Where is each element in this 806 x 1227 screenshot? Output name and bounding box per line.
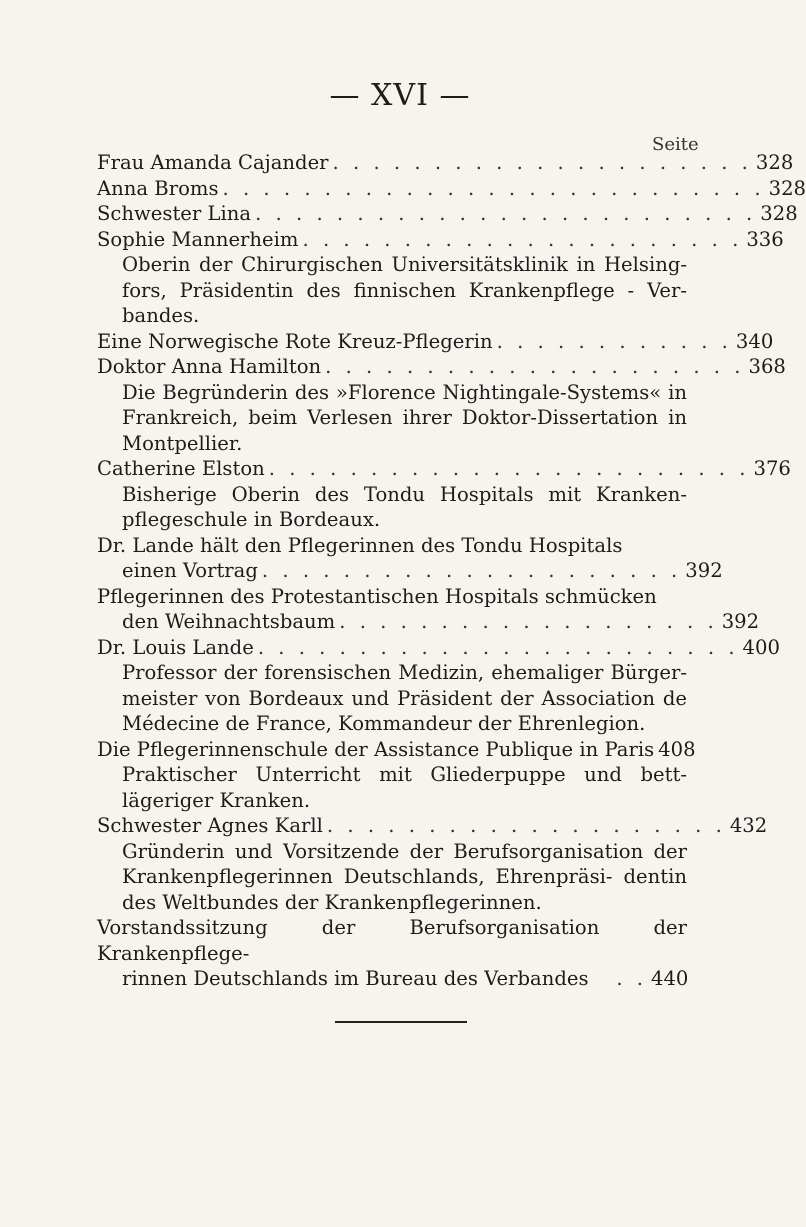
toc-entry [97, 915, 687, 992]
toc-entry-title: Sophie Mannerheim [97, 227, 299, 251]
toc-page-number: 328 [768, 176, 806, 200]
toc-entry-title: Schwester Agnes Karll [97, 814, 323, 837]
toc-page-number: 368 [748, 355, 786, 378]
leader-dots: . . . . . . . . . . . . . . . . . . . . . [261, 559, 682, 582]
leader-dots: . . . . . . . . . . . . . . . . . . . . . . . . [257, 635, 739, 659]
toc-entry-title-line2: rinnen Deutschlands im Bureau des Verbandes [122, 967, 589, 990]
leader-dots: . . . . . . . . . . . . . . . . . . . . . [325, 355, 745, 378]
leader-dots: . . . . . . . . . . . . . . . . . . . . . . . . [268, 457, 750, 480]
toc-entry [97, 456, 791, 482]
toc-entry-title: Schwester Lina [97, 202, 252, 225]
toc-entry-title: Dr. Louis Lande [97, 635, 254, 659]
toc-entry-title: Eine Norwegische Rote Kreuz-Pflegerin [97, 329, 493, 353]
toc-entry-title: Anna Broms [97, 176, 219, 200]
toc-entry-description: Praktischer Unterricht mit Gliederpuppe und bett- lägeriger Kranken. [122, 763, 687, 812]
toc-entry-title-line1: Pflegerinnen des Protestantischen Hospitals schmücken [97, 584, 657, 608]
toc-entry-continuation [97, 966, 687, 992]
toc-page-number: 392 [721, 610, 760, 633]
leader-dots: . . . . . . . . . . . . . . . . . . . . . . . . . . . [222, 176, 765, 200]
toc-entry [97, 150, 794, 176]
toc-entry-description: Oberin der Chirurgischen Universitätsklinik in Helsing- fors, Präsidentin des finnischen Krankenpflege - Ver- bandes. [122, 253, 687, 327]
toc-entry-description: Die Begründerin des »Florence Nightingale-Systems« in Frankreich, beim Verlesen ihrer Doktor-Dissertation in Montpellier. [122, 380, 687, 455]
toc-entry-title: Die Pflegerinnenschule der Assistance Publique in Paris [97, 737, 655, 761]
toc-entry-title-line1: Vorstandssitzung der Berufsorganisation der Krankenpflege- [97, 916, 687, 965]
toc-entry [97, 813, 768, 839]
toc-entry-title-line2: den Weihnachtsbaum [122, 610, 336, 633]
toc-entry-description: Bisherige Oberin des Tondu Hospitals mit Kranken- pflegeschule in Bordeaux. [122, 482, 687, 531]
toc-entry [97, 329, 774, 355]
toc-page-number: 340 [735, 329, 774, 353]
page-number-header: — XVI — [329, 78, 471, 113]
toc-entry-continuation [97, 558, 723, 584]
toc-entry-title-line1: Dr. Lande hält den Pflegerinnen des Tondu Hospitals [97, 533, 623, 557]
toc-entry [97, 584, 760, 635]
toc-entry [97, 354, 786, 380]
toc-page-number: 328 [755, 151, 794, 174]
toc-entry [97, 176, 806, 202]
toc-entry [97, 227, 784, 253]
leader-dots: . . . . . . . . . . . . . . . . . . . . . . . . . [255, 202, 757, 225]
toc-entry-title: Frau Amanda Cajander [97, 151, 329, 174]
table-of-contents [97, 150, 806, 992]
toc-entry [97, 533, 723, 584]
toc-entry-description: Professor der forensischen Medizin, ehemaliger Bürger- meister von Bordeaux und Präsident der Association de Médecine de France, Kommandeur der Ehrenlegion. [122, 661, 687, 735]
closing-rule [335, 1021, 467, 1023]
leader-dots: . . . . . . . . . . . . . . . . . . . . . [332, 151, 752, 174]
toc-entry [97, 635, 780, 661]
toc-entry-description: Gründerin und Vorsitzende der Berufsorganisation der Krankenpflegerinnen Deutschlands, Ehrenpräsi- dentin des Weltbundes der Krankenpflegerinnen. [122, 839, 687, 914]
toc-page-number: 392 [685, 559, 723, 582]
toc-page-number: 328 [760, 202, 798, 225]
toc-page-number: 376 [753, 457, 791, 480]
toc-entry-continuation [97, 609, 760, 635]
toc-entry-title: Doktor Anna Hamilton [97, 355, 322, 378]
toc-entry [97, 737, 696, 763]
toc-entry [97, 201, 798, 227]
toc-page-number: 400 [742, 635, 780, 659]
leader-dots: . . . . . . . . . . . . . . . . . . . . . . [302, 227, 743, 251]
leader-dots: . . . . . . . . . . . . [496, 329, 732, 353]
leader-dots: . . [616, 967, 647, 990]
leader-dots: . . . . . . . . . . . . . . . . . . . [339, 610, 718, 633]
toc-entry-title: Catherine Elston [97, 457, 265, 480]
page-column-label: Seite [652, 134, 699, 155]
toc-page-number: 336 [746, 227, 784, 251]
toc-entry-title-line2: einen Vortrag [122, 559, 258, 582]
toc-page-number: 408 [658, 737, 696, 761]
toc-page-number: 432 [729, 814, 768, 837]
leader-dots: . . . . . . . . . . . . . . . . . . . . [326, 814, 726, 837]
toc-page-number: 440 [651, 967, 689, 990]
